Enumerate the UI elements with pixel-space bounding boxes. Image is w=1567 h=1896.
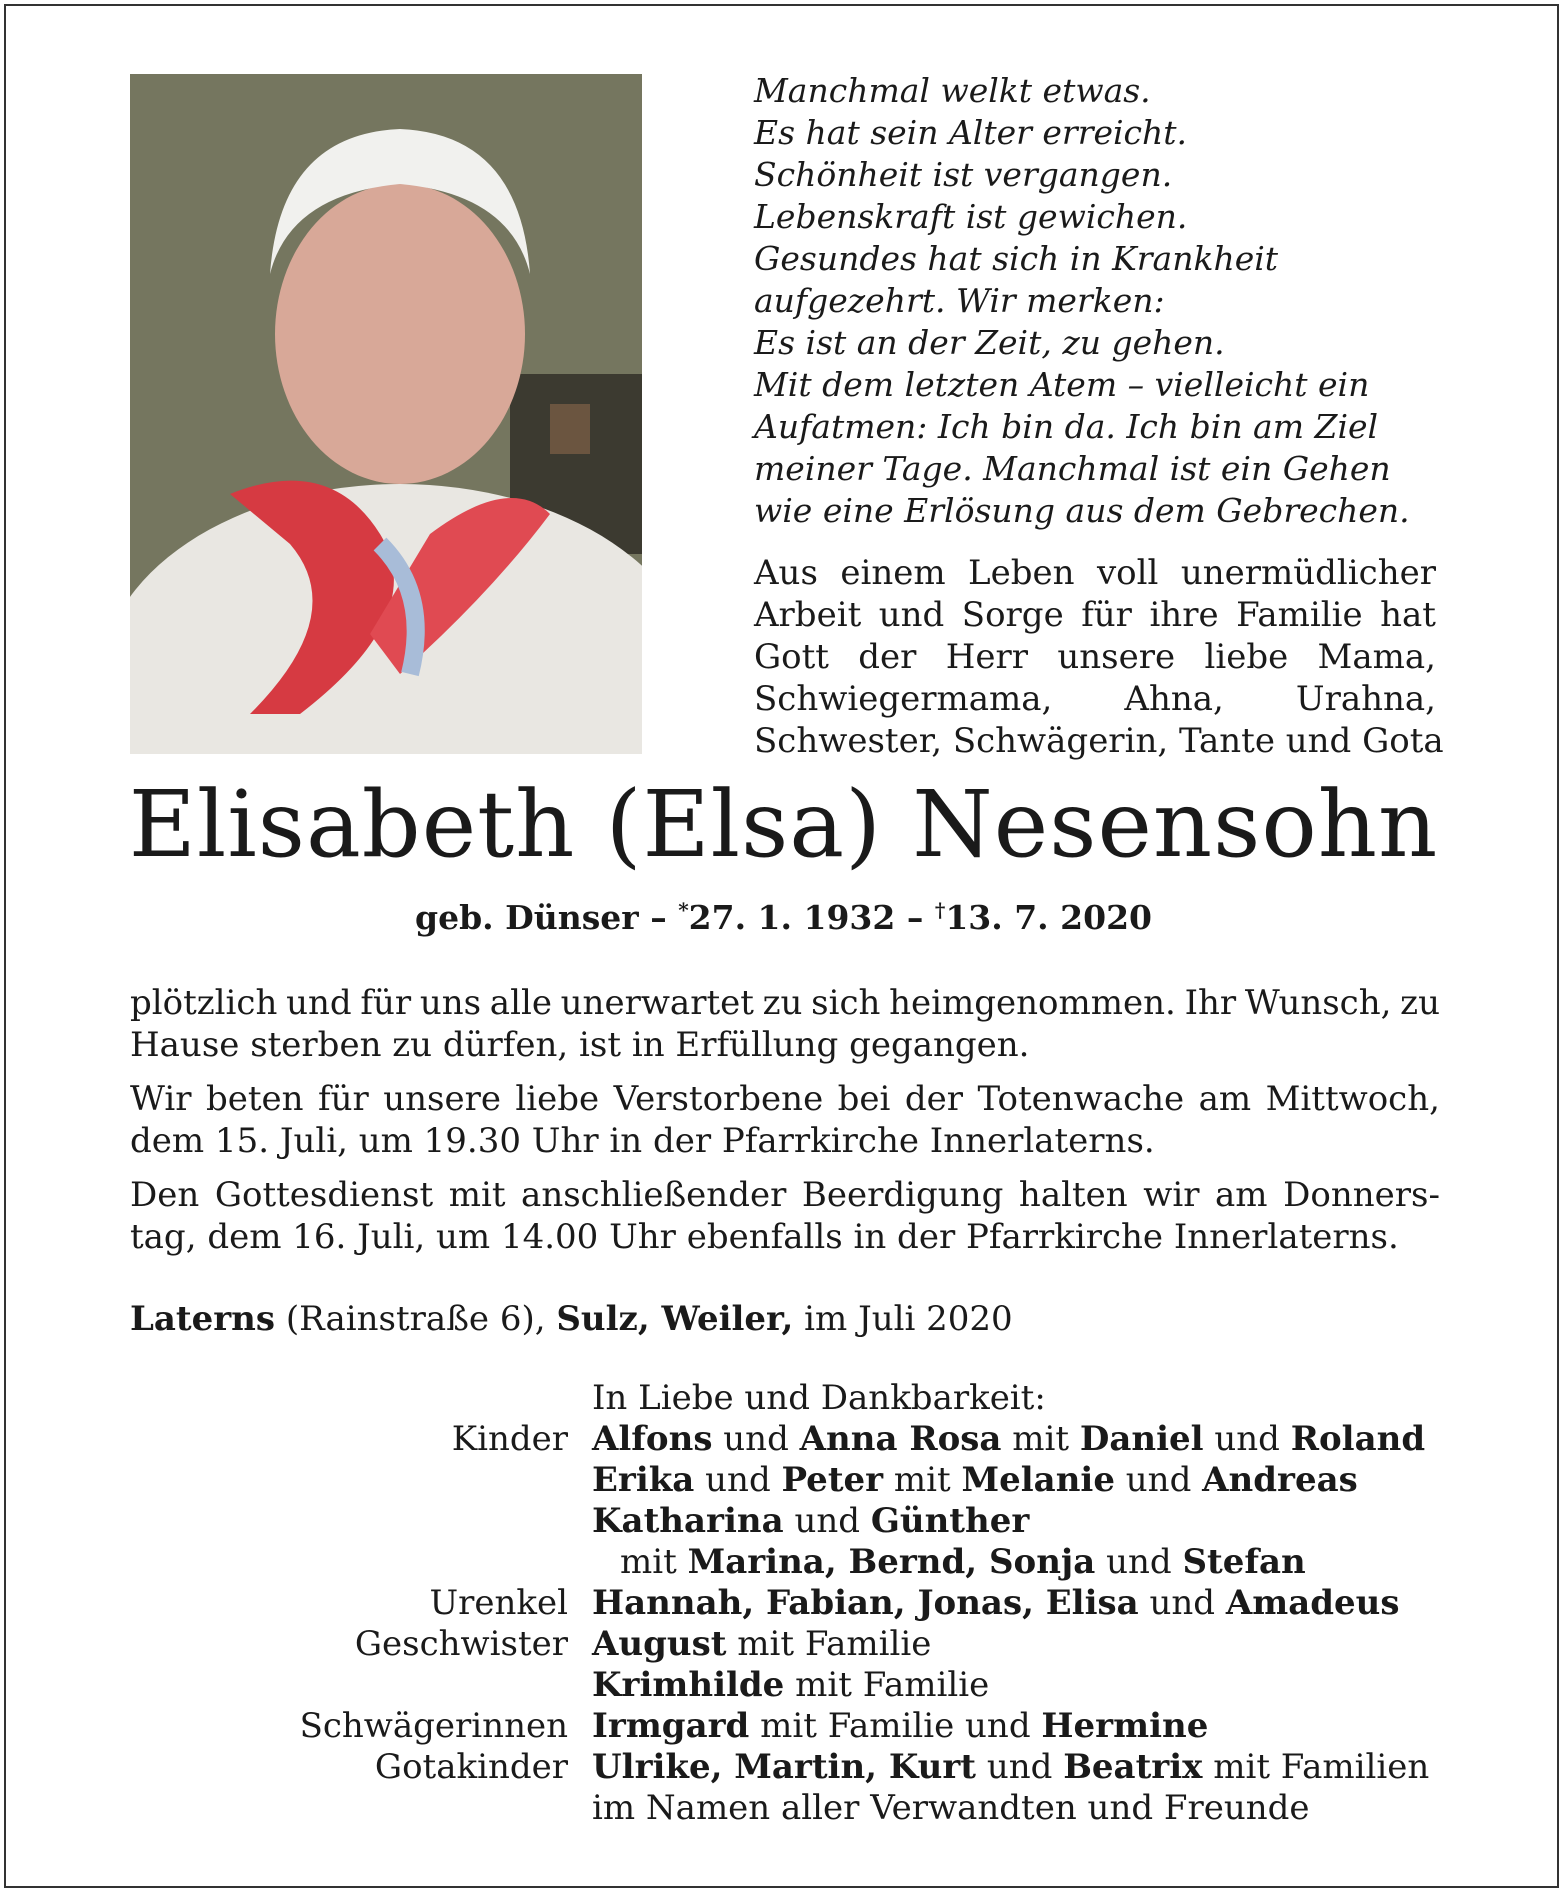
death-date: 13. 7. 2020 xyxy=(945,898,1152,937)
intro-line: Arbeit und Sorge für ihre Familie hat xyxy=(754,595,1436,635)
poem-line: Manchmal welkt etwas. xyxy=(754,71,1151,110)
place-and-date: Laterns (Rainstraße 6), Sulz, Weiler, im Juli 2020 xyxy=(130,1299,1013,1339)
life-dates: geb. Dünser – *27. 1. 1932 – †13. 7. 2020 xyxy=(415,898,1152,937)
intro-line: Schwiegermama, Ahna, Urahna, xyxy=(754,679,1436,719)
paragraph: plötzlich und für uns alle unerwartet zu sich heimgenommen. Ihr Wunsch, zu Hause sterben zu dürfen, ist in Erfüllung gegangen. xyxy=(130,983,1440,1065)
poem-line: Schönheit ist vergangen. xyxy=(754,155,1173,194)
birth-date: 27. 1. 1932 xyxy=(688,898,896,937)
justified-line: plötzlich und für uns alle unerwartet zu sich heimgenommen. Ihr Wunsch, zu xyxy=(130,983,1440,1023)
family-row: mit Marina, Bernd, Sonja und Stefan xyxy=(620,1542,1306,1582)
poem-line: Mit dem letzten Atem – vielleicht ein xyxy=(754,365,1370,404)
family-row: Krimhilde mit Familie xyxy=(592,1665,990,1705)
paragraph: Wir beten für unsere liebe Verstorbene bei der Totenwache am Mittwoch, dem 15. Juli, um 19.30 Uhr in der Pfarrkirche Innerlaterns. xyxy=(130,1079,1440,1161)
poem-line: Aufatmen: Ich bin da. Ich bin am Ziel xyxy=(754,407,1379,446)
poem-line: Es ist an der Zeit, zu gehen. xyxy=(754,323,1225,362)
family-row-kinder: Kinder Alfons und Anna Rosa mit Daniel und Roland xyxy=(451,1419,1426,1459)
family-row-schwaegerinnen: Schwägerinnen Irmgard mit Familie und Hermine xyxy=(299,1706,1209,1746)
intro-text xyxy=(754,552,1444,762)
deceased-name: Elisabeth (Elsa) Nesensohn xyxy=(128,771,1439,878)
portrait-photo xyxy=(130,74,642,754)
family-row-geschwister: Geschwister August mit Familie xyxy=(354,1624,932,1664)
poem-line: Lebenskraft ist gewichen. xyxy=(754,197,1188,236)
poem-line: aufgezehrt. Wir merken: xyxy=(754,281,1165,320)
family-row-closing: im Namen aller Verwandten und Freunde xyxy=(592,1788,1310,1828)
justified-line: Wir beten für unsere liebe Verstorbene bei der Totenwache am Mittwoch, xyxy=(130,1079,1440,1119)
family-row-gotakinder: Gotakinder Ulrike, Martin, Kurt und Beatrix mit Familien xyxy=(374,1747,1430,1787)
intro-line: Gott der Herr unsere liebe Mama, xyxy=(754,637,1436,677)
poem-line: Es hat sein Alter erreicht. xyxy=(754,113,1188,152)
intro-line: Aus einem Leben voll unermüdlicher xyxy=(754,553,1436,593)
justified-line: Den Gottesdienst mit anschließender Beerdigung halten wir am Donners- xyxy=(130,1175,1440,1215)
poem-line: wie eine Erlösung aus dem Gebrechen. xyxy=(754,491,1410,530)
paragraph: Den Gottesdienst mit anschließender Beerdigung halten wir am Donners- tag, dem 16. Juli, um 14.00 Uhr ebenfalls in der Pfarrkirche Innerlaterns. xyxy=(130,1175,1440,1257)
announcement-body xyxy=(130,982,1440,1270)
poem-line: meiner Tage. Manchmal ist ein Gehen xyxy=(754,449,1391,488)
family-list xyxy=(260,1378,1460,1829)
poem xyxy=(754,70,1454,532)
maiden-name: geb. Dünser xyxy=(415,898,639,937)
family-row: Erika und Peter mit Melanie und Andreas xyxy=(592,1460,1358,1500)
poem-line: Gesundes hat sich in Krankheit xyxy=(754,239,1279,278)
family-row-urenkel: Urenkel Hannah, Fabian, Jonas, Elisa und Amadeus xyxy=(429,1583,1400,1623)
family-row: Katharina und Günther xyxy=(592,1501,1030,1541)
family-heading-row: In Liebe und Dankbarkeit: xyxy=(592,1378,1046,1418)
intro-line: Schwester, Schwägerin, Tante und Gota xyxy=(754,721,1444,761)
